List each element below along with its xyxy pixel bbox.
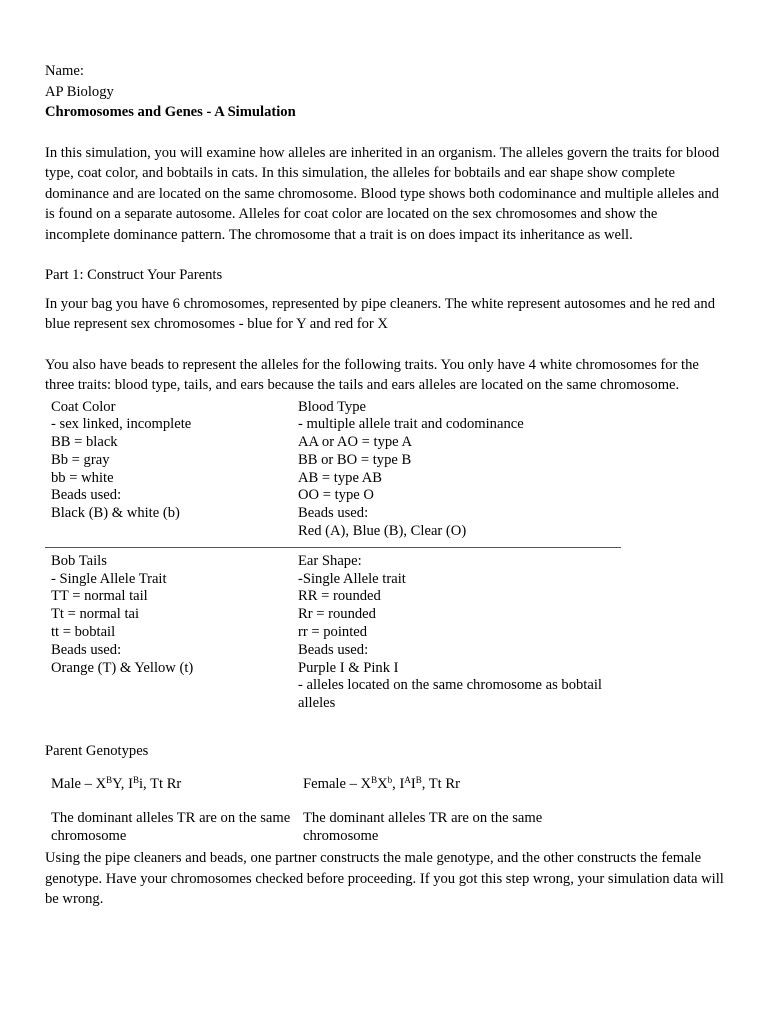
female-genotype-sup: b [387, 774, 393, 785]
traits-table [45, 399, 621, 714]
document-page [45, 61, 725, 910]
female-genotype-sup: B [415, 774, 422, 785]
blood-type-title: Blood Type [298, 398, 367, 415]
coat-color-line: Bb = gray [51, 451, 110, 468]
blood-type-line: Red (A), Blue (B), Clear (O) [298, 523, 467, 540]
male-genotype-part: Male – X [51, 775, 107, 792]
coat-color-line: bb = white [51, 469, 114, 486]
bob-tails-line: tt = bobtail [51, 624, 116, 641]
bob-tails-line: Tt = normal tai [51, 606, 140, 623]
female-genotype-part: I [410, 775, 416, 792]
bob-tails-line: - Single Allele Trait [51, 570, 167, 587]
male-genotype-note: The dominant alleles TR are on the same chromosome [51, 810, 291, 845]
bob-tails-line: Beads used: [51, 641, 122, 658]
name-label: Name: [45, 63, 84, 79]
coat-color-line: Beads used: [51, 487, 122, 504]
female-genotype-sup: B [371, 774, 378, 785]
coat-color-line: - sex linked, incomplete [51, 416, 192, 433]
female-genotype-note: The dominant alleles TR are on the same chromosome [303, 810, 543, 845]
male-genotype-sup: B [106, 774, 113, 785]
coat-color-cell [45, 399, 292, 548]
ear-shape-line: - alleles located on the same chromosome as bobtail alleles [298, 677, 602, 712]
bob-tails-line: Orange (T) & Yellow (t) [51, 659, 194, 676]
female-genotype-part: , I [392, 775, 405, 792]
male-genotype [45, 776, 297, 794]
female-genotype-part: X [377, 775, 388, 792]
course-name: AP Biology [45, 83, 114, 100]
blood-type-line: - multiple allele trait and codominance [298, 416, 524, 433]
bob-tails-title: Bob Tails [51, 552, 107, 569]
ear-shape-line: -Single Allele trait [298, 570, 406, 587]
female-genotype [297, 776, 645, 794]
bob-tails-line: TT = normal tail [51, 588, 148, 605]
beads-paragraph: You also have beads to represent the alleles for the following traits. You only have 4 white chromosomes for the three traits: blood type, tails, and ears because the tails and ears alleles are located on the same chromosome. [45, 356, 699, 393]
genotypes-table [45, 776, 645, 846]
bob-tails-cell [45, 547, 292, 713]
blood-type-line: Beads used: [298, 505, 369, 522]
blood-type-line: BB or BO = type B [298, 451, 412, 468]
ear-shape-line: RR = rounded [298, 588, 381, 605]
female-genotype-part: , Tt Rr [421, 775, 460, 792]
ear-shape-title: Ear Shape: [298, 552, 362, 569]
intro-paragraph: In this simulation, you will examine how alleles are inherited in an organism. The alleles govern the traits for blood type, coat color, and bobtails in cats. In this simulation, the alleles for bobtails and ear shape show complete dominance and are located on the same chromosome. Blood type shows both codominance and multiple alleles and is found on a separate autosome. Alleles for coat color are located on the sex chromosomes and show the incomplete dominance pattern. The chromosome that a trait is on does impact its inheritance as well. [45, 144, 720, 243]
coat-color-line: BB = black [51, 434, 118, 451]
coat-color-title: Coat Color [51, 398, 116, 415]
male-genotype-part: i, Tt Rr [138, 775, 182, 792]
ear-shape-line: Beads used: [298, 641, 369, 658]
male-genotype-sup: B [132, 774, 139, 785]
blood-type-line: AA or AO = type A [298, 434, 413, 451]
female-genotype-part: Female – X [303, 775, 372, 792]
closing-paragraph: Using the pipe cleaners and beads, one partner constructs the male genotype, and the other constructs the female genotype. Have your chromosomes checked before proceeding. If you got this step wrong, your simulation data will be wrong. [45, 850, 724, 908]
parent-genotypes-heading: Parent Genotypes [45, 743, 149, 760]
ear-shape-line: Purple I & Pink I [298, 659, 399, 676]
ear-shape-cell [292, 547, 621, 713]
male-genotype-part: Y, I [112, 775, 133, 792]
blood-type-line: AB = type AB [298, 469, 383, 486]
blood-type-line: OO = type O [298, 487, 374, 504]
document-title: Chromosomes and Genes - A Simulation [45, 104, 296, 120]
ear-shape-line: rr = pointed [298, 624, 368, 641]
coat-color-line: Black (B) & white (b) [51, 505, 180, 522]
female-genotype-sup: A [404, 774, 411, 785]
bag-paragraph: In your bag you have 6 chromosomes, represented by pipe cleaners. The white represent autosomes and he red and blue represent sex chromosomes - blue for Y and red for X [45, 295, 716, 332]
ear-shape-line: Rr = rounded [298, 606, 376, 623]
part1-heading: Part 1: Construct Your Parents [45, 267, 223, 283]
blood-type-cell [292, 399, 621, 548]
